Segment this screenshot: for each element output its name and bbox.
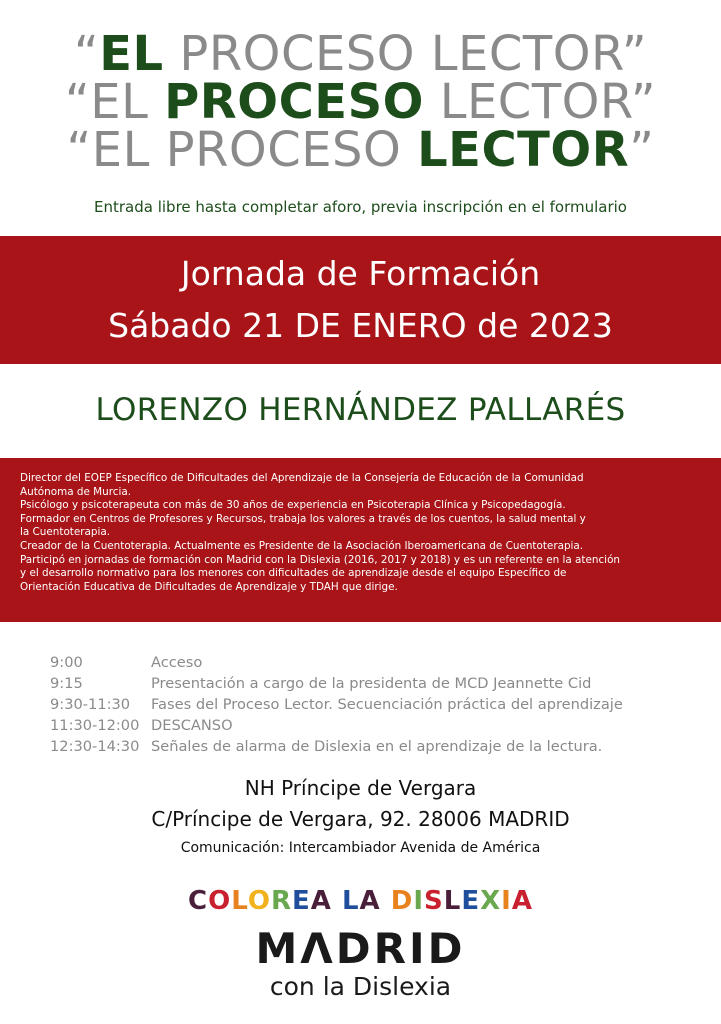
bio-line: Creador de la Cuentoterapia. Actualmente es Presidente de la Asociación Iberoamericana de Cuentoterapia.	[20, 539, 584, 552]
campaign-space	[381, 886, 391, 916]
schedule-desc: Fases del Proceso Lector. Secuenciación práctica del aprendizaje	[151, 696, 623, 713]
schedule-time: 9:30-11:30	[50, 696, 131, 713]
bio-line: y el desarrollo normativo para los menores con dificultades de aprendizaje desde el equipo Específico de	[20, 567, 567, 580]
title-line-1: “EL PROCESO LECTOR”	[73, 26, 648, 82]
bio-line: Director del EOEP Específico de Dificultades del Aprendizaje de la Consejería de Educación de la Comunidad	[20, 472, 584, 484]
schedule-row	[50, 694, 710, 715]
campaign-letter: O	[208, 886, 232, 916]
campaign-letter: R	[270, 886, 293, 916]
title-line-2: “EL PROCESO LECTOR”	[64, 74, 657, 130]
speaker-name: LORENZO HERNÁNDEZ PALLARÉS	[95, 392, 626, 428]
campaign-letter: E	[292, 886, 311, 916]
title-line-3: “EL PROCESO LECTOR”	[66, 122, 655, 178]
campaign-letter: O	[247, 886, 271, 916]
bio-line: la Cuentoterapia.	[20, 526, 111, 539]
schedule	[50, 652, 710, 757]
campaign-letter: I	[501, 886, 512, 916]
campaign-letter: D	[390, 886, 414, 916]
campaign-space	[332, 886, 342, 916]
campaign-letter: A	[511, 886, 533, 916]
schedule-desc: DESCANSO	[151, 717, 233, 734]
campaign-slogan	[0, 886, 721, 916]
schedule-time: 12:30-14:30	[50, 738, 140, 755]
event-type: Jornada de Formación	[180, 254, 541, 293]
campaign-letter: L	[443, 886, 462, 916]
campaign-letter: L	[231, 886, 248, 916]
campaign-letter: I	[413, 886, 425, 916]
campaign-letter: S	[424, 886, 444, 916]
campaign-letter: C	[188, 886, 209, 916]
logo-subtitle: con la Dislexia	[269, 972, 452, 1001]
campaign-letter: E	[461, 886, 481, 916]
schedule-time: 9:00	[50, 654, 83, 671]
bio-line: Autónoma de Murcia.	[20, 485, 132, 498]
campaign-letter: L	[341, 886, 360, 916]
schedule-row	[50, 673, 710, 694]
schedule-time: 9:15	[50, 675, 83, 692]
event-date: Sábado 21 DE ENERO de 2023	[108, 306, 613, 345]
schedule-desc: Señales de alarma de Dislexia en el aprendizaje de la lectura.	[151, 738, 603, 755]
campaign-letter: A	[359, 886, 381, 916]
schedule-row	[50, 652, 710, 673]
venue-transport: Comunicación: Intercambiador Avenida de América	[180, 840, 541, 856]
bio-line: Formador en Centros de Profesores y Recursos, trabaja los valores a través de los cuentos, la salud mental y	[20, 512, 586, 525]
schedule-row	[50, 715, 710, 736]
campaign-letter: X	[480, 886, 502, 916]
bio-line: Orientación Educativa de Dificultades de Aprendizaje y TDAH que dirige.	[20, 580, 398, 593]
venue-name: NH Príncipe de Vergara	[244, 776, 477, 800]
event-banner	[0, 236, 721, 364]
title-block	[0, 26, 721, 178]
speaker-bio	[0, 458, 721, 622]
schedule-row	[50, 736, 710, 757]
logo-madrid: MΛDRID	[255, 924, 466, 973]
campaign-letter: A	[310, 886, 332, 916]
schedule-desc: Presentación a cargo de la presidenta de MCD Jeannette Cid	[151, 675, 592, 692]
schedule-time: 11:30-12:00	[50, 717, 140, 734]
bio-line: Participó en jornadas de formación con Madrid con la Dislexia (2016, 2017 y 2018) y es un referente en la atención	[20, 553, 621, 566]
venue-address: C/Príncipe de Vergara, 92. 28006 MADRID	[151, 807, 570, 831]
bio-line: Psicólogo y psicoterapeuta con más de 30 años de experiencia en Psicoterapia Clínica y Psicopedagogía.	[20, 499, 566, 512]
schedule-desc: Acceso	[151, 654, 203, 671]
madrid-dislexia-logo	[0, 926, 721, 1002]
entry-note: Entrada libre hasta completar aforo, previa inscripción en el formulario	[94, 198, 627, 216]
